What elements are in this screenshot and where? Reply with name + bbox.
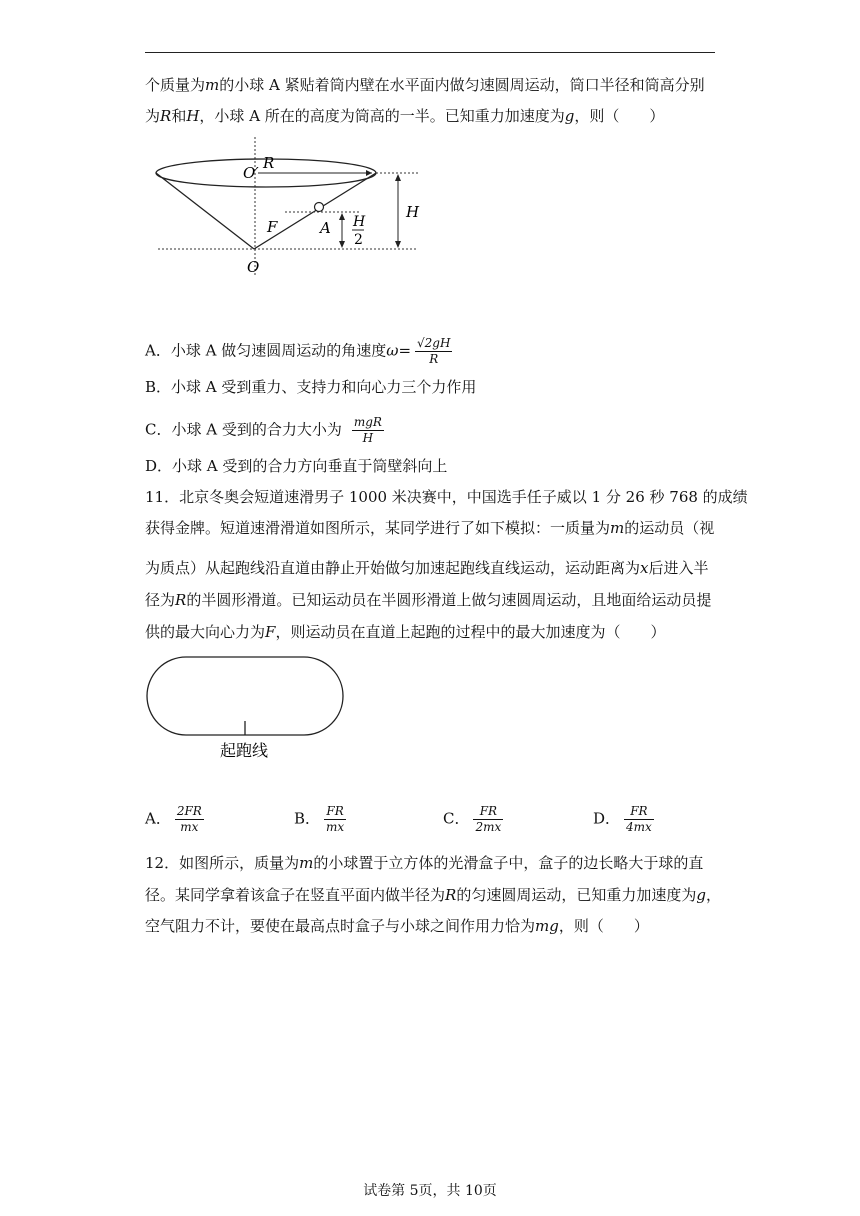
label-h2-num: H <box>353 214 366 230</box>
start-line-label: 起跑线 <box>220 741 269 760</box>
q11-option-d: D． $\frac{FR}{4mx}$ <box>593 804 652 834</box>
page-footer: 试卷第 5页，共 10页 <box>363 1183 497 1199</box>
q10-option-c: C．小球 A 受到的合力大小为 $\frac{\text{mgR}}{H}$ <box>145 415 382 445</box>
q12-line-1: 12．如图所示，质量为m的小球置于立方体的光滑盒子中，盒子的边长略大于球的直 <box>145 854 704 872</box>
q12-line-2: 径。某同学拿着该盒子在竖直平面内做半径为R的匀速圆周运动，已知重力加速度为g， <box>145 886 721 904</box>
q12-line-3: 空气阻力不计，要使在最高点时盒子与小球之间作用力恰为mg，则（ ） <box>145 917 649 935</box>
q11-option-b: B． $\frac{FR}{mx}$ <box>294 804 345 834</box>
q11-option-a: A． $\frac{2FR}{mx}$ <box>145 804 202 834</box>
cone-figure <box>150 135 440 280</box>
label-o: O <box>247 258 260 276</box>
q11-line-5: 供的最大向心力为F，则运动员在直道上起跑的过程中的最大加速度为（ ） <box>145 623 666 641</box>
label-o-prime: O′ <box>243 164 259 182</box>
q11-option-c: C． $\frac{FR}{2mx}$ <box>443 804 502 834</box>
q11-line-2: 获得金牌。短道速滑滑道如图所示，某同学进行了如下模拟：一质量为m的运动员（视 <box>145 519 715 537</box>
track-figure <box>145 655 350 765</box>
label-f: F <box>267 218 278 236</box>
q10-line-1: 个质量为m的小球 A 紧贴着筒内壁在水平面内做匀速圆周运动，筒口半径和筒高分别 <box>145 76 705 94</box>
label-r: R <box>263 154 275 172</box>
q10-option-a: A．小球 A 做匀速圆周运动的角速度ω= $\frac{√2gH}{R}$ <box>145 336 451 366</box>
q11-line-1: 11．北京冬奥会短道速滑男子 1000 米决赛中，中国选手任子威以 1 分 26 秒 768 的成绩 <box>145 488 748 506</box>
q10-option-d: D．小球 A 受到的合力方向垂直于筒壁斜向上 <box>145 457 448 475</box>
q11-line-4: 径为R的半圆形滑道。已知运动员在半圆形滑道上做匀速圆周运动，且地面给运动员提 <box>145 591 712 609</box>
q10-line-2: 为R和H，小球 A 所在的高度为筒高的一半。已知重力加速度为g，则（ ） <box>145 107 665 125</box>
q10-option-b: B．小球 A 受到重力、支持力和向心力三个力作用 <box>145 378 477 396</box>
label-h: H <box>406 203 420 221</box>
label-a: A <box>320 219 331 237</box>
label-h2-den: 2 <box>354 232 363 248</box>
q11-line-3: 为质点）从起跑线沿直道由静止开始做匀加速起跑线直线运动，运动距离为x后进入半 <box>145 559 709 577</box>
header-rule <box>145 52 715 53</box>
